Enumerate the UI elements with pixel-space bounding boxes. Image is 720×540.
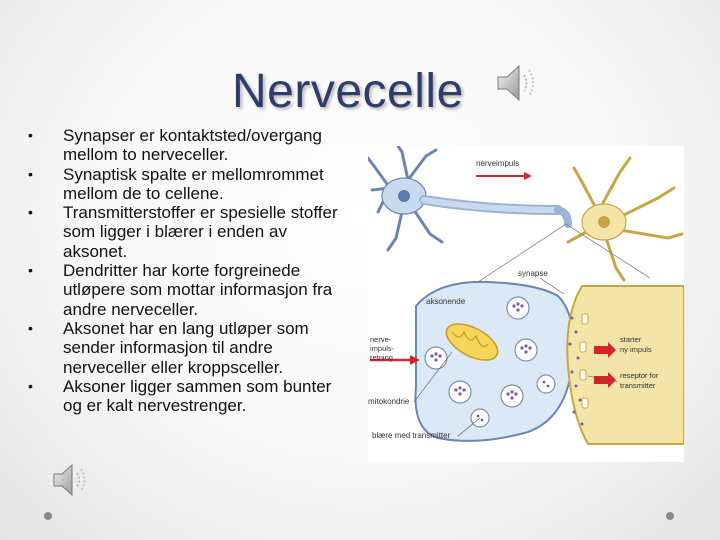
- bullet-dot: •: [28, 377, 33, 394]
- label-aksonende: aksonende: [426, 297, 466, 306]
- label-synapse: synapse: [518, 269, 548, 278]
- list-item: [28, 319, 348, 377]
- synapse-diagram: [368, 146, 684, 462]
- bullet-text: Aksoner ligger sammen som bunter og er kalt nervestrenger.: [63, 376, 332, 416]
- list-item: [28, 165, 348, 204]
- bullet-text: Aksonet har en lang utløper som sender informasjon til andre nerveceller eller kroppsceller.: [63, 318, 309, 377]
- bullet-text: Dendritter har korte forgreinede utløpere som mottar informasjon fra andre nerveceller.: [63, 261, 333, 319]
- bullet-dot: •: [28, 262, 33, 279]
- label-nerveimpuls: nerveimpuls: [476, 159, 520, 168]
- label-nerve: nerve-: [370, 335, 392, 344]
- list-item: [28, 261, 348, 319]
- bullet-dot: •: [28, 319, 33, 336]
- label-impuls: impuls-: [370, 344, 395, 353]
- label-ny-impuls: ny impuls: [620, 345, 652, 354]
- label-blaerer: blære med transmitter: [372, 431, 451, 440]
- label-reseptor: reseptor for: [620, 371, 659, 380]
- bullet-dot: •: [28, 204, 33, 221]
- bullet-dot: •: [28, 165, 33, 182]
- bullet-text: Synaptisk spalte er mellomrommet mellom de to cellene.: [63, 164, 324, 203]
- label-transmitter: transmitter: [620, 381, 656, 390]
- speaker-icon[interactable]: [50, 460, 100, 500]
- label-mitokondrie: mitokondrie: [368, 397, 410, 406]
- list-item: [28, 377, 348, 416]
- decorative-dot: [666, 512, 674, 520]
- list-item: [28, 203, 348, 261]
- bullet-text: Transmitterstoffer er spesielle stoffer som ligger i blærer i enden av aksonet.: [63, 203, 338, 261]
- bullet-list: [28, 126, 348, 415]
- bullet-text: Synapser er kontaktsted/overgang mellom to nerveceller.: [63, 126, 322, 165]
- list-item: [28, 126, 348, 165]
- slide-title: Nervecelle: [232, 65, 464, 118]
- decorative-dot: [44, 512, 52, 520]
- label-retning: retning: [370, 353, 393, 362]
- label-starter: starter: [620, 335, 642, 344]
- bullet-dot: •: [28, 127, 33, 143]
- postsynaptic-cell: [567, 286, 684, 444]
- speaker-icon[interactable]: [492, 58, 542, 108]
